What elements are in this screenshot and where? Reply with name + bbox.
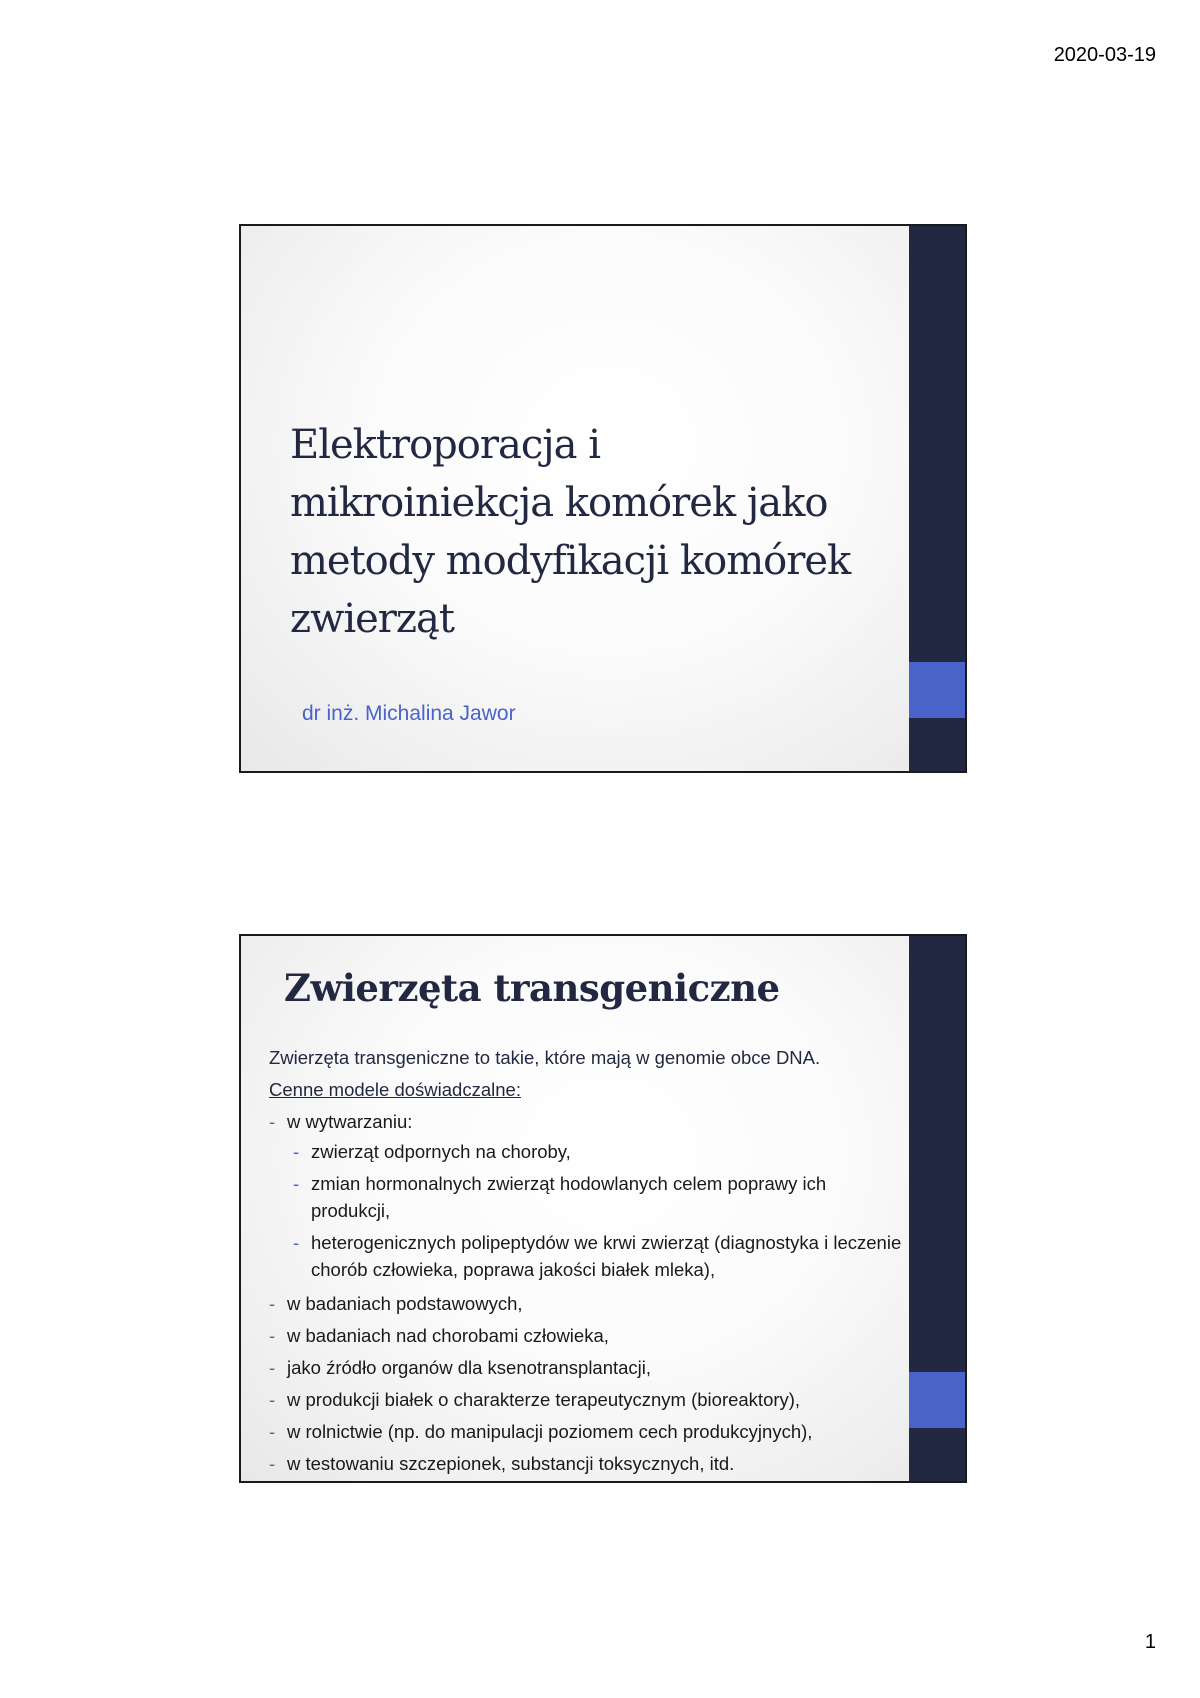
list-item bbox=[269, 1384, 909, 1416]
models-label: Cenne modele doświadczalne: bbox=[269, 1079, 521, 1100]
bullet-dash: - bbox=[269, 1325, 276, 1346]
presentation-title: Elektroporacja i mikroiniekcja komórek jako metody modyfikacji komórek zwierząt bbox=[290, 422, 851, 642]
slide-background bbox=[241, 226, 909, 771]
sub-list-item-text: zwierząt odpornych na choroby, bbox=[311, 1141, 571, 1162]
definition-line bbox=[269, 1042, 909, 1074]
list-item-text: w rolnictwie (np. do manipulacji poziomem cech produkcyjnych), bbox=[287, 1421, 813, 1442]
author-name: dr inż. Michalina Jawor bbox=[302, 702, 516, 725]
bullet-dash: - bbox=[269, 1111, 276, 1132]
list-item-text: w wytwarzaniu: bbox=[287, 1111, 413, 1132]
bullet-dash: - bbox=[269, 1389, 276, 1410]
list-item bbox=[269, 1352, 909, 1384]
slide-title bbox=[239, 224, 967, 773]
slide-background bbox=[241, 936, 909, 1481]
bullet-dash: - bbox=[269, 1357, 276, 1378]
slide-heading: Zwierzęta transgeniczne bbox=[284, 966, 780, 1010]
list-item-text: jako źródło organów dla ksenotransplantacji, bbox=[287, 1357, 652, 1378]
list-item-text: w badaniach nad chorobami człowieka, bbox=[287, 1325, 609, 1346]
list-item bbox=[269, 1448, 909, 1480]
slide-content bbox=[269, 1042, 909, 1480]
page-number: 1 bbox=[1144, 1631, 1156, 1653]
definition-text: to takie, które mają w genomie obce DNA. bbox=[469, 1047, 821, 1068]
page-date: 2020-03-19 bbox=[1053, 44, 1156, 66]
sub-list-item bbox=[293, 1229, 909, 1283]
list-item bbox=[269, 1288, 909, 1320]
list-item bbox=[269, 1320, 909, 1352]
bullet-dash: - bbox=[269, 1421, 276, 1442]
definition-term: Zwierzęta transgeniczne bbox=[269, 1047, 470, 1068]
bullet-dash: - bbox=[269, 1453, 276, 1474]
slide-transgenic-animals bbox=[239, 934, 967, 1483]
sub-list-item bbox=[293, 1170, 909, 1224]
slide-side-accent bbox=[909, 1372, 965, 1428]
list-item-text: w produkcji białek o charakterze terapeutycznym (bioreaktory), bbox=[287, 1389, 801, 1410]
bullet-list bbox=[269, 1106, 909, 1480]
list-item bbox=[269, 1416, 909, 1448]
slide-side-accent bbox=[909, 662, 965, 718]
list-item-text: w badaniach podstawowych, bbox=[287, 1293, 523, 1314]
sub-list-item bbox=[293, 1138, 909, 1165]
list-item bbox=[269, 1106, 909, 1283]
sub-bullet-list bbox=[293, 1138, 909, 1283]
bullet-dash: - bbox=[293, 1232, 300, 1253]
list-item-text: w testowaniu szczepionek, substancji toksycznych, itd. bbox=[287, 1453, 735, 1474]
sub-list-item-text: heterogenicznych polipeptydów we krwi zwierząt (diagnostyka i leczenie chorób człowieka, poprawa jakości białek mleka), bbox=[311, 1232, 902, 1280]
sub-list-item-text: zmian hormonalnych zwierząt hodowlanych celem poprawy ich produkcji, bbox=[311, 1173, 827, 1221]
bullet-dash: - bbox=[293, 1173, 300, 1194]
bullet-dash: - bbox=[293, 1141, 300, 1162]
bullet-dash: - bbox=[269, 1293, 276, 1314]
